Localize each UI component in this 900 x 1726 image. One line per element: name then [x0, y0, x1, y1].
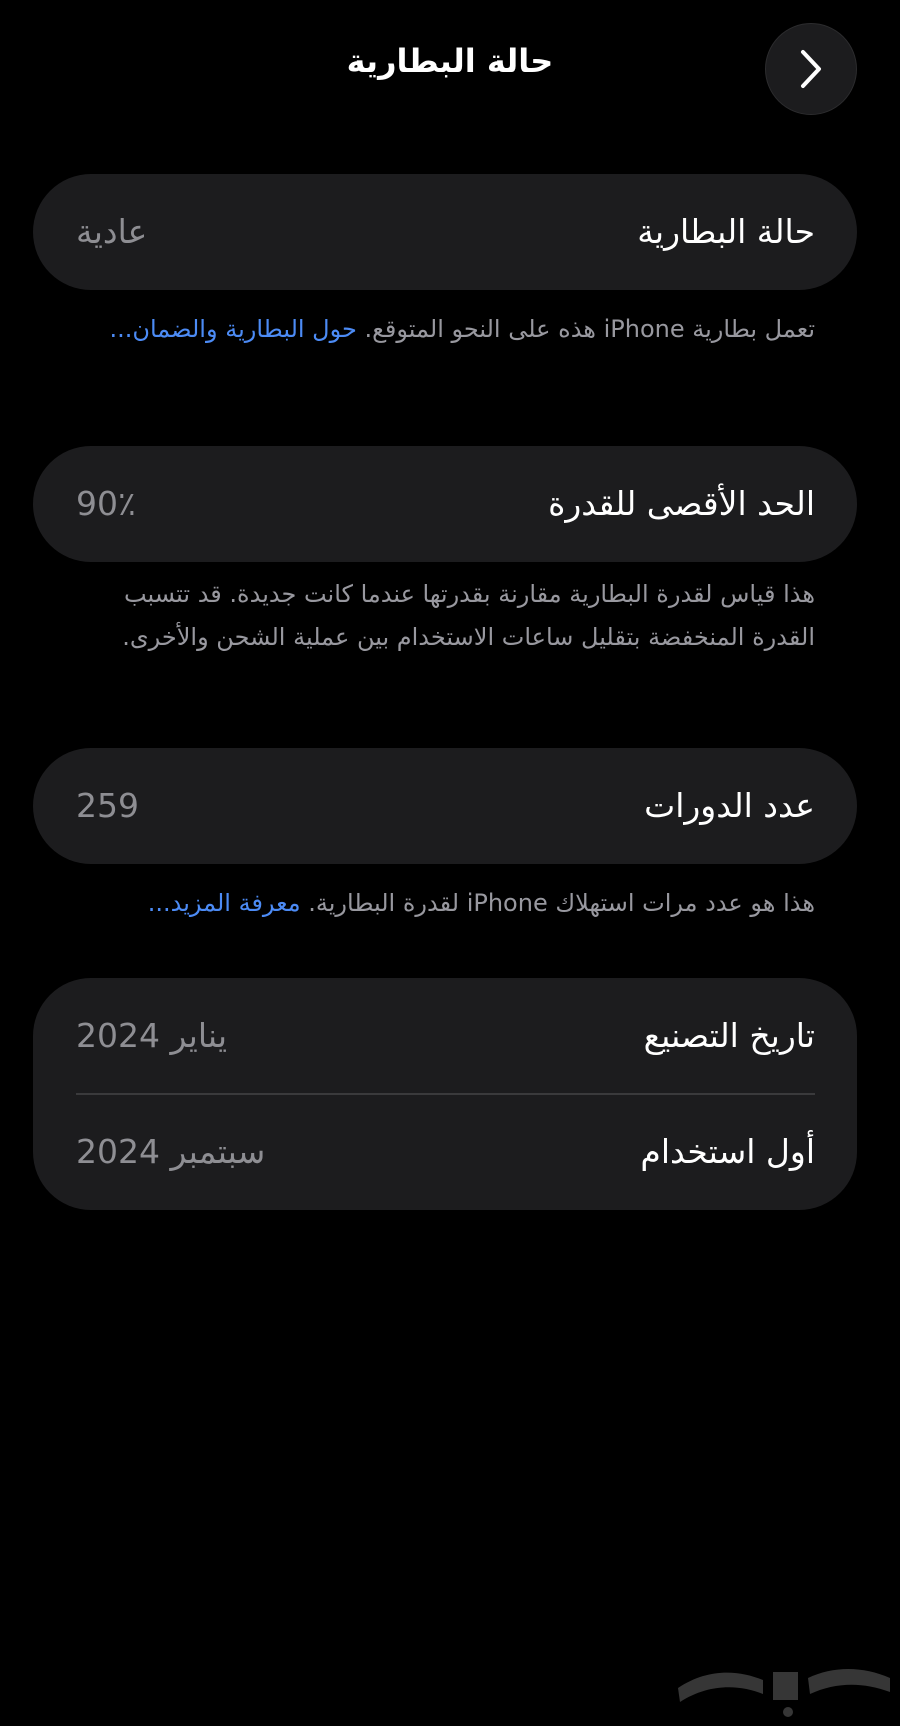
- battery-warranty-link[interactable]: حول البطارية والضمان...: [109, 315, 357, 343]
- first-use-row: [33, 1094, 857, 1210]
- max-capacity-value: 90٪: [76, 484, 136, 523]
- max-capacity-row: [33, 446, 857, 562]
- manufacture-date-value: يناير 2024: [76, 1016, 228, 1055]
- cycle-count-footnote: [75, 882, 815, 925]
- manufacture-date-row: [33, 978, 857, 1094]
- dates-card: [33, 978, 857, 1210]
- max-capacity-label: الحد الأقصى للقدرة: [548, 484, 815, 523]
- max-capacity-card: [33, 446, 857, 562]
- learn-more-link[interactable]: معرفة المزيد...: [147, 889, 301, 917]
- chevron-right-icon: [797, 47, 825, 91]
- battery-health-card: [33, 174, 857, 290]
- manufacture-date-label: تاريخ التصنيع: [643, 1016, 815, 1055]
- haraj-watermark-logo: [668, 1648, 900, 1722]
- battery-health-value: عادية: [76, 212, 148, 251]
- cycle-count-label: عدد الدورات: [644, 786, 815, 825]
- first-use-value: سبتمبر 2024: [76, 1132, 266, 1171]
- battery-health-label: حالة البطارية: [637, 212, 815, 251]
- battery-health-row: [33, 174, 857, 290]
- first-use-label: أول استخدام: [640, 1132, 815, 1171]
- cycle-count-row: [33, 748, 857, 864]
- cycle-count-footnote-text: هذا هو عدد مرات استهلاك iPhone لقدرة البطارية.: [300, 889, 815, 917]
- nav-title: حالة البطارية: [346, 42, 554, 80]
- max-capacity-footnote: هذا قياس لقدرة البطارية مقارنة بقدرتها عندما كانت جديدة. قد تتسبب القدرة المنخفضة بتقليل ساعات الاستخدام بين عملية الشحن والأخرى.: [122, 580, 815, 651]
- cycle-count-card: [33, 748, 857, 864]
- battery-health-footnote: [75, 308, 815, 351]
- cycle-count-value: 259: [76, 786, 139, 825]
- back-button[interactable]: [765, 23, 857, 115]
- battery-health-footnote-text: تعمل بطارية iPhone هذه على النحو المتوقع.: [356, 315, 815, 343]
